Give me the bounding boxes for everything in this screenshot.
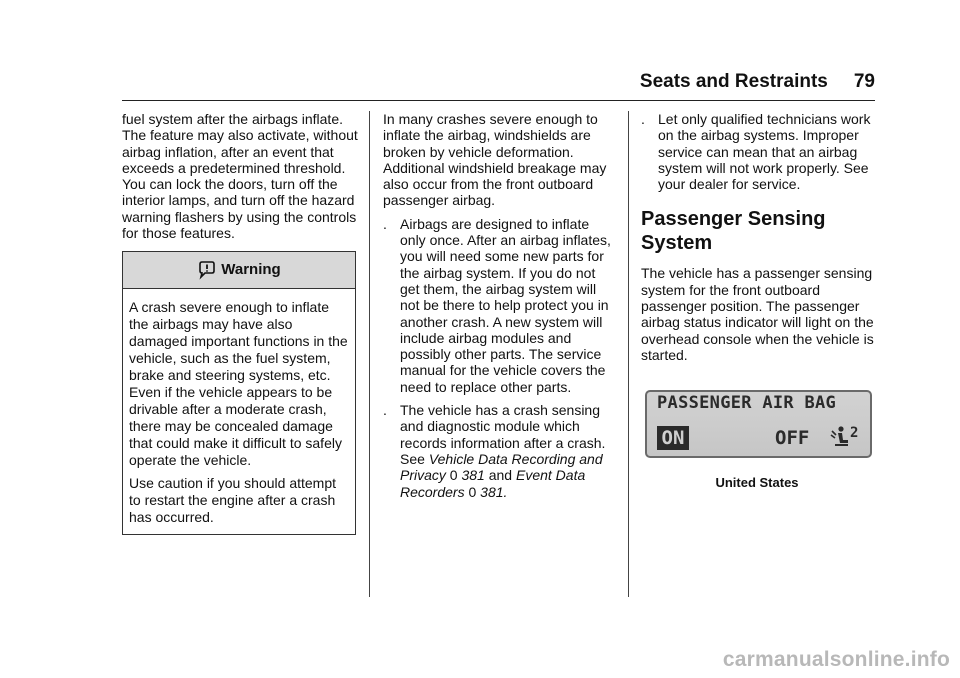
intro-paragraph: fuel system after the airbags inflate. The feature may also activate, without airbag inflation, after an event that exceeds a predetermined threshold. You can lock the doors, turn off the interior lamps, and turn off the hazard warning flashers by using the controls for those features. [122,111,358,242]
body-paragraph: The vehicle has a passenger sensing system for the front outboard passenger position. The passenger airbag status indicator will light on the overhead console when the vehicle is started. [641,265,874,363]
ref-symbol: 0 [468,483,477,500]
warning-title: Warning [221,261,281,279]
passenger-airbag-indicator [645,390,872,458]
page-number: 79 [853,71,875,92]
ref-page[interactable]: 381 [461,467,485,484]
xref-vehicle-data-recording[interactable]: Vehicle Data Recording and Privacy [400,450,603,484]
column-3 [641,111,877,492]
ref-symbol: 0 [449,467,458,484]
ref-page[interactable]: 381 [480,483,504,500]
warning-icon [197,260,217,280]
bullet-item [383,402,617,500]
warning-header [123,252,355,289]
column-2 [383,111,617,507]
warning-box [122,251,356,535]
column-divider [369,111,370,597]
indicator-title: PASSENGER AIR BAG [657,393,837,414]
xref-event-data-recorders[interactable]: Event Data Recorders [400,467,586,500]
section-heading: Passenger Sensing System [641,208,826,255]
page-header [640,71,875,93]
bullet-text: The vehicle has a crash sensing and diagnostic module which records information after a crash. See Vehicle Data Recording and Privacy 0 381 and Event Data Recorders 0 381. [400,402,606,500]
and-text: and [488,467,513,484]
warning-body [123,289,355,534]
header-rule [122,100,875,101]
column-divider [628,111,629,597]
bullet-text: Airbags are designed to inflate only once. After an airbag inflates, you will need some new parts for the airbag system. If you do not get them, the airbag system will not be there to help protect you in another crash. A new system will include airbag modules and possibly other parts. The service manual for the vehicle covers the need to replace other parts. [400,215,611,395]
figure-caption: United States [715,475,799,491]
watermark: carmanualsonline.info [722,648,950,671]
warning-paragraph: Use caution if you should attempt to restart the engine after a crash has occurred. [129,475,337,526]
warning-paragraph: A crash severe enough to inflate the airbags may have also damaged important functions in the vehicle, such as the fuel system, brake and steering systems, etc. Even if the vehicle appears to be drivable after a moderate crash, there may be concealed damage that could make it difficult to safely operate the vehicle. [129,299,348,468]
bullet-mark: . [383,215,387,232]
bullet-item [383,216,617,395]
column-1 [122,111,358,535]
bullet-item [641,111,877,192]
bullet-text: Let only qualified technicians work on the airbag systems. Improper service can mean that an airbag system will not work properly. See your dealer for service. [658,111,871,193]
bullet-mark: . [641,111,645,127]
seated-passenger-icon [827,425,851,449]
indicator-off-label: OFF [775,427,810,450]
bullet-mark: . [383,402,387,419]
indicator-on-label: ON [657,426,689,450]
section-title-header: Seats and Restraints [639,71,828,92]
indicator-seat-number: 2 [850,425,859,442]
bullet-text-lead: The vehicle has a crash sensing and diagnostic module which records information after a crash. See [400,402,606,467]
intro-paragraph: In many crashes severe enough to inflate the airbag, windshields are broken by vehicle deformation. Additional windshield breakage may also occur from the front outboard passenger airbag. [383,111,607,209]
